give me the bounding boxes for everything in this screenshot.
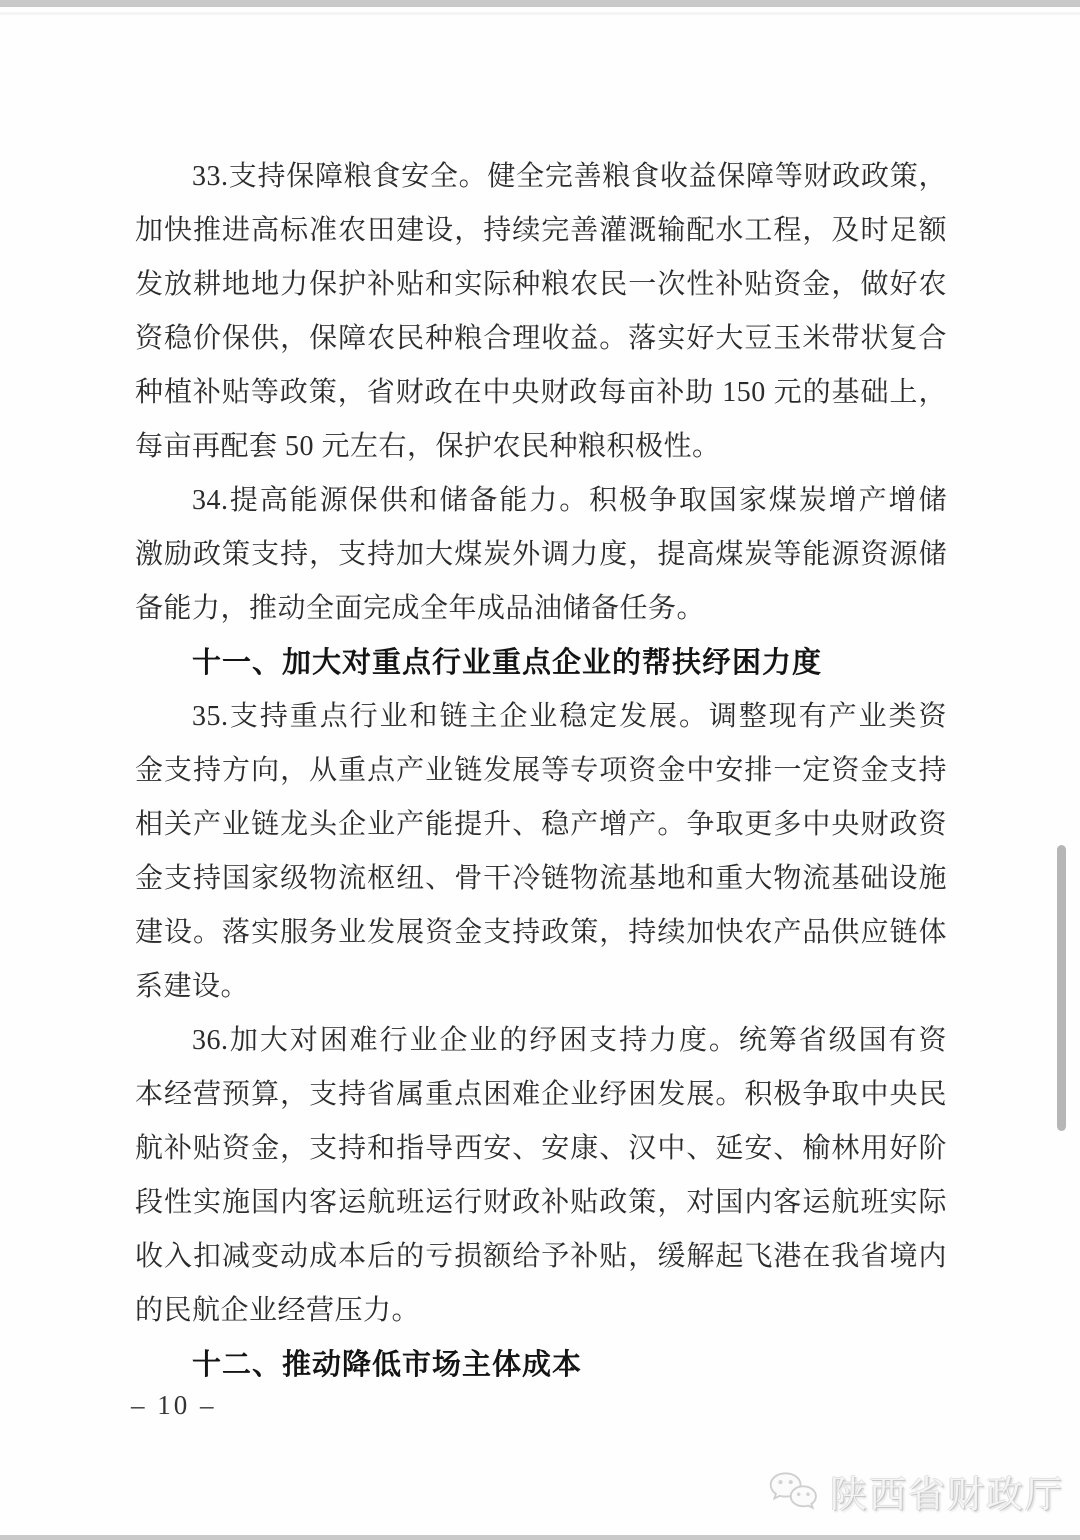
paragraph-33-line-3: 发放耕地地力保护补贴和实际种粮农民一次性补贴资金，做好农 (135, 269, 947, 300)
paragraph-35-line-1: 35.支持重点行业和链主企业稳定发展。调整现有产业类资 (192, 701, 947, 732)
document-body (135, 150, 947, 1392)
paragraph-36-line-1: 36.加大对困难行业企业的纾困支持力度。统筹省级国有资 (192, 1025, 947, 1056)
paragraph-35-line-2: 金支持方向，从重点产业链发展等专项资金中安排一定资金支持 (135, 755, 947, 786)
paragraph-35-line-4: 金支持国家级物流枢纽、骨干冷链物流基地和重大物流基础设施 (135, 863, 947, 894)
paragraph-34-line-2: 激励政策支持，支持加大煤炭外调力度，提高煤炭等能源资源储 (135, 539, 947, 570)
paragraph-33-line-1: 33.支持保障粮食安全。健全完善粮食收益保障等财政政策， (192, 161, 947, 192)
paragraph-35-line-6: 系建设。 (135, 971, 250, 1002)
page-number: – 10 – (131, 1390, 217, 1420)
section-heading-11: 十一、加大对重点行业重点企业的帮扶纾困力度 (192, 647, 823, 679)
scrollbar-thumb[interactable] (1057, 845, 1066, 1131)
paragraph-35-line-3: 相关产业链龙头企业产能提升、稳产增产。争取更多中央财政资 (135, 809, 947, 840)
paragraph-33-line-4: 资稳价保供，保障农民种粮合理收益。落实好大豆玉米带状复合 (135, 323, 947, 354)
watermark (766, 1464, 1064, 1518)
paragraph-36-line-2: 本经营预算，支持省属重点困难企业纾困发展。积极争取中央民 (135, 1079, 947, 1110)
paragraph-36-line-6: 的民航企业经营压力。 (135, 1295, 421, 1326)
top-divider (0, 12, 1080, 15)
paragraph-34-line-3: 备能力，推动全面完成全年成品油储备任务。 (135, 593, 706, 624)
wechat-bubbles-icon (766, 1467, 822, 1515)
paragraph-36-line-3: 航补贴资金，支持和指导西安、安康、汉中、延安、榆林用好阶 (135, 1133, 947, 1164)
paragraph-34-line-1: 34.提高能源保供和储备能力。积极争取国家煤炭增产增储 (192, 485, 947, 516)
paragraph-36-line-5: 收入扣减变动成本后的亏损额给予补贴，缓解起飞港在我省境内 (135, 1241, 947, 1272)
paragraph-33-line-5: 种植补贴等政策，省财政在中央财政每亩补助 150 元的基础上， (135, 377, 947, 408)
watermark-text: 陕西省财政厅 (830, 1474, 1064, 1515)
paragraph-33-line-6: 每亩再配套 50 元左右，保护农民种粮积极性。 (135, 431, 721, 462)
paragraph-33-line-2: 加快推进高标准农田建设，持续完善灌溉输配水工程，及时足额 (135, 215, 947, 246)
paragraph-36-line-4: 段性实施国内客运航班运行财政补贴政策，对国内客运航班实际 (135, 1187, 947, 1218)
bottom-edge-bar (0, 1535, 1080, 1540)
section-heading-12: 十二、推动降低市场主体成本 (192, 1349, 583, 1381)
top-edge-bar (0, 0, 1080, 7)
paragraph-35-line-5: 建设。落实服务业发展资金支持政策，持续加快农产品供应链体 (135, 917, 947, 948)
